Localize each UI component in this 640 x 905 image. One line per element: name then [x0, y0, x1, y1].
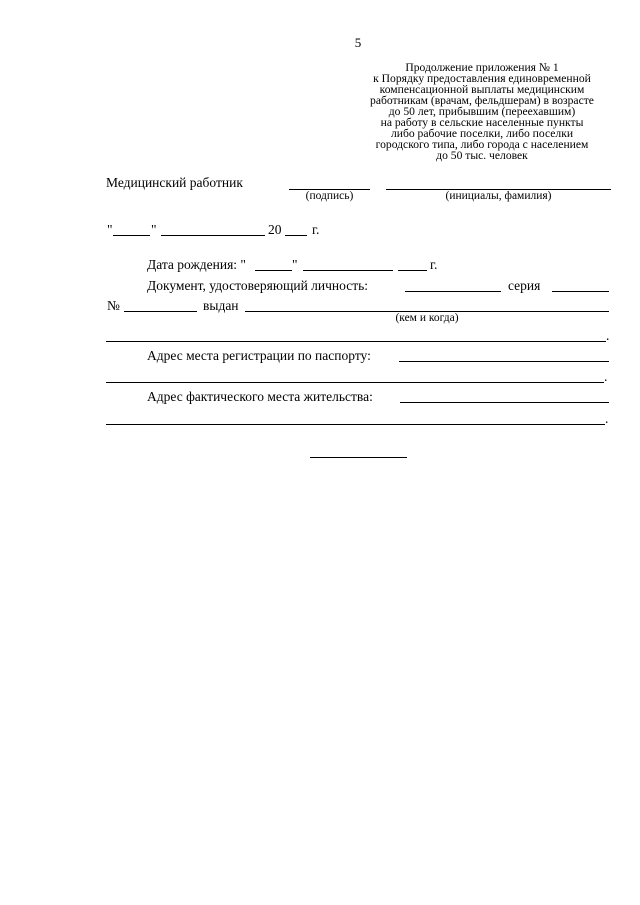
- birth-close-quote: ": [292, 257, 298, 272]
- birth-year-suffix: г.: [430, 257, 438, 272]
- date-day-field[interactable]: [113, 235, 150, 236]
- residence-address-field[interactable]: [400, 402, 609, 403]
- header-line: Продолжение приложения № 1: [405, 61, 559, 74]
- date-open-quote: ": [107, 222, 113, 237]
- issued-end-period: .: [606, 328, 610, 343]
- series-label: серия: [508, 278, 541, 293]
- residence-address-label: Адрес фактического места жительства:: [147, 389, 373, 404]
- registration-address-label: Адрес места регистрации по паспорту:: [147, 348, 371, 363]
- page-number: 5: [354, 35, 362, 50]
- date-month-field[interactable]: [161, 235, 265, 236]
- header-line: либо рабочие поселки, либо поселки: [390, 127, 574, 140]
- header-line: городского типа, либо города с населением: [375, 138, 589, 151]
- registration-address-field[interactable]: [399, 361, 609, 362]
- birth-month-field[interactable]: [303, 270, 393, 271]
- registration-end-period: .: [604, 369, 608, 384]
- header-line: работникам (врачам, фельдшерам) в возрасте: [370, 94, 594, 107]
- number-label: №: [107, 298, 120, 313]
- number-field[interactable]: [124, 311, 197, 312]
- medical-worker-label: Медицинский работник: [106, 175, 243, 190]
- registration-address-continuation-field[interactable]: [106, 382, 604, 383]
- issued-label: выдан: [203, 298, 239, 313]
- date-year-suffix: г.: [312, 222, 320, 237]
- issued-caption: (кем и когда): [395, 312, 459, 324]
- header-line: на работу в сельские населенные пункты: [380, 116, 584, 129]
- signature-caption: (подпись): [305, 190, 354, 202]
- date-close-quote: ": [151, 222, 157, 237]
- header-line: компенсационной выплаты медицинским: [379, 83, 585, 96]
- birth-date-label: Дата рождения: ": [147, 257, 246, 272]
- residence-end-period: .: [605, 411, 609, 426]
- appendix-header: [352, 62, 612, 161]
- series-field[interactable]: [552, 291, 609, 292]
- id-document-label: Документ, удостоверяющий личность:: [147, 278, 369, 293]
- residence-address-continuation-field[interactable]: [106, 424, 605, 425]
- header-line: до 50 тыс. человек: [436, 149, 528, 162]
- issued-continuation-field[interactable]: [106, 341, 606, 342]
- id-document-type-field[interactable]: [405, 291, 501, 292]
- date-year-field[interactable]: [285, 235, 307, 236]
- name-caption: (инициалы, фамилия): [445, 190, 552, 202]
- header-line: до 50 лет, прибывшим (переехавшим): [388, 105, 576, 118]
- closing-separator: [310, 457, 407, 458]
- header-line: к Порядку предоставления единовременной: [373, 72, 591, 85]
- date-year-prefix: 20: [268, 222, 282, 237]
- birth-year-field[interactable]: [398, 270, 427, 271]
- birth-day-field[interactable]: [255, 270, 292, 271]
